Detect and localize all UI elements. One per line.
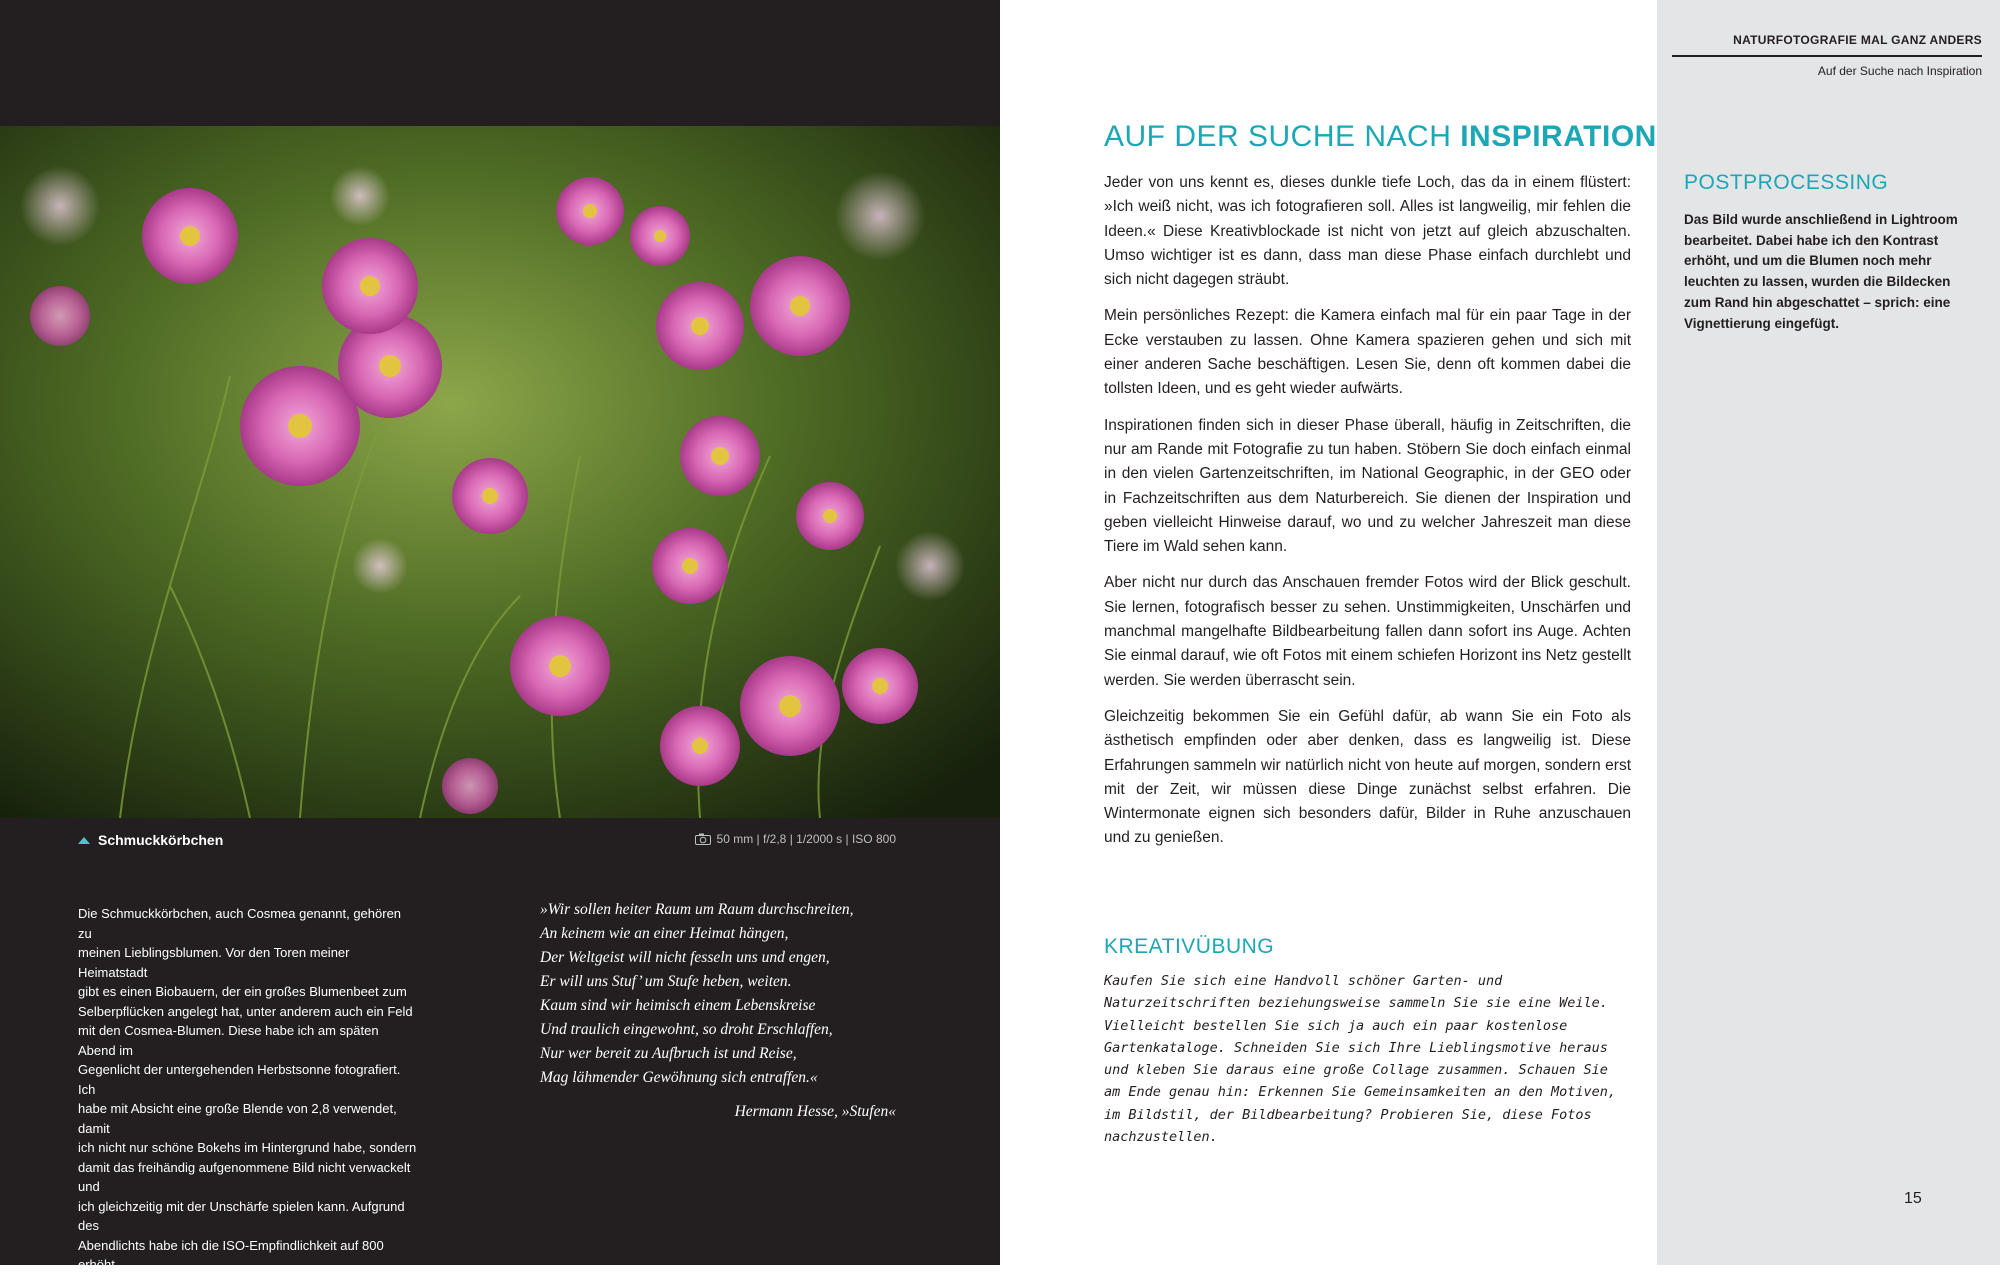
page-title-bold: INSPIRATION	[1460, 120, 1657, 153]
description-line: damit das freihändig aufgenommene Bild nicht verwackelt und	[78, 1159, 411, 1194]
poem-line: Er will uns Stuf’ um Stufe heben, weiten.	[540, 973, 792, 990]
camera-icon	[695, 833, 711, 845]
exif-text: 50 mm | f/2,8 | 1/2000 s | ISO 800	[716, 832, 896, 846]
page-number: 15	[1904, 1190, 1922, 1207]
exercise-text: Kaufen Sie sich eine Handvoll schöner Garten- und Naturzeitschriften beziehungsweise sammeln Sie sie eine Weile. Vielleicht bestellen Sie sich ja auch ein paar kostenlose Gartenkataloge. Schneiden Sie sich Ihre Lieblingsmotive heraus und kleben Sie daraus eine große Collage zusammen. Schauen Sie am Ende genau hin: Erkennen Sie Gemeinsamkeiten an den Motiven, im Bildstil, der Bildbearbeitung? Probieren Sie, diese Fotos nachzustellen.	[1104, 973, 1617, 1146]
caption-title-text: Schmuckkörbchen	[98, 832, 224, 848]
running-head-title: NATURFOTOGRAFIE MAL GANZ ANDERS	[1733, 33, 1982, 47]
paragraph: Mein persönliches Rezept: die Kamera einfach mal für ein paar Tage in der Ecke verstauben zu lassen. Ohne Kamera spazieren gehen und sich mit einer anderen Sache beschäftigen. Lesen Sie, denn oft kommen dabei die tollsten Ideen, und es geht wieder aufwärts.	[1104, 307, 1631, 398]
right-page	[1000, 0, 1657, 1265]
poem-line: »Wir sollen heiter Raum um Raum durchschreiten,	[540, 901, 854, 918]
triangle-up-icon	[78, 837, 90, 844]
description-line: meinen Lieblingsblumen. Vor den Toren meiner Heimatstadt	[78, 945, 350, 980]
poem-line: Kaum sind wir heimisch einem Lebenskreise	[540, 997, 816, 1014]
description-line: ich gleichzeitig mit der Unschärfe spielen kann. Aufgrund des	[78, 1198, 405, 1233]
description-line: habe mit Absicht eine große Blende von 2,8 verwendet, damit	[78, 1101, 397, 1136]
poem-line: An keinem wie an einer Heimat hängen,	[540, 925, 789, 942]
description-line: mit den Cosmea-Blumen. Diese habe ich am späten Abend im	[78, 1023, 379, 1058]
paragraph: Aber nicht nur durch das Anschauen fremder Fotos wird der Blick geschult. Sie lernen, fotografisch besser zu sehen. Unstimmigkeiten, Unschärfen und manchmal mangelhafte Bildbearbeitung fallen dann sofort ins Auge. Achten Sie einmal darauf, wie oft Fotos mit einem schiefen Horizont ins Netz gestellt werden. Sie werden überrascht sein.	[1104, 574, 1631, 689]
poem-quote	[540, 898, 896, 1124]
exercise-title: KREATIVÜBUNG	[1104, 935, 1275, 958]
sidebar-text: Das Bild wurde anschließend in Lightroom bearbeitet. Dabei habe ich den Kontrast erhöht, und um die Blumen noch mehr leuchten zu lassen, wurden die Bildecken zum Rand hin abgeschattet – sprich: eine Vignettierung eingefügt.	[1684, 212, 1958, 331]
page-title	[1104, 120, 1657, 154]
sidebar	[1657, 0, 2000, 1265]
left-page	[0, 0, 1000, 1272]
description-line: Gegenlicht der untergehenden Herbstsonne fotografiert. Ich	[78, 1062, 401, 1097]
body-text	[1104, 171, 1631, 863]
paragraph: Inspirationen finden sich in dieser Phase überall, häufig in Zeitschriften, die nur am Rande mit Fotografie zu tun haben. Stöbern Sie doch einfach einmal in den vielen Gartenzeitschriften, im National Geographic, in der GEO oder in Fachzeitschriften aus dem Naturbereich. Sie dienen der Inspiration und geben vielleicht Hinweise darauf, wo und zu welcher Jahreszeit man diese Tiere im Wald sehen kann.	[1104, 416, 1631, 556]
flower-photo	[0, 126, 1000, 818]
running-head-rule	[1672, 55, 1982, 57]
exif-info	[695, 832, 896, 846]
description-line: Selberpflücken angelegt hat, unter anderem auch ein Feld	[78, 1003, 413, 1019]
poem-line: Nur wer bereit zu Aufbruch ist und Reise,	[540, 1045, 797, 1062]
description-line: gibt es einen Biobauern, der ein großes Blumenbeet zum	[78, 984, 407, 999]
poem-line: Mag lähmender Gewöhnung sich entraffen.«	[540, 1069, 818, 1086]
caption-title	[78, 832, 223, 848]
description-line: ich nicht nur schöne Bokehs im Hintergrund habe, sondern	[78, 1140, 417, 1155]
description-line: Die Schmuckkörbchen, auch Cosmea genannt, gehören zu	[78, 906, 402, 941]
paragraph: Jeder von uns kennt es, dieses dunkle tiefe Loch, das da in einem flüstert: »Ich weiß nicht, was ich fotografieren soll. Alles ist langweilig, mir fehlen die Ideen.« Diese Kreativblockade ist nicht von jetzt auf gleich abzuschalten. Umso wichtiger ist es dann, dass man diese Phase einfach durchlebt und sich nicht dagegen sträubt.	[1104, 174, 1631, 289]
page-title-light: AUF DER SUCHE NACH	[1104, 120, 1461, 153]
poem-line: Und traulich eingewohnt, so droht Erschlaffen,	[540, 1021, 833, 1038]
description-line: Abendlichts habe ich die ISO-Empfindlichkeit auf 800 erhöht.	[78, 1237, 384, 1272]
poem-author: Hermann Hesse, »Stufen«	[734, 1103, 896, 1120]
photo-description	[78, 904, 418, 1275]
paragraph: Gleichzeitig bekommen Sie ein Gefühl dafür, ab wann Sie ein Foto als ästhetisch empfinden oder aber denken, dass es langweilig ist. Diese Erfahrungen sammeln wir natürlich nicht von heute auf morgen, sondern erst mit der Zeit, wir müssen diese Dinge zunächst selbst erfahren. Die Wintermonate eignen sich besonders dafür, Bilder in Ruhe anzuschauen und zu genießen.	[1104, 707, 1631, 847]
photo-caption	[78, 832, 896, 856]
flower-photo-image	[0, 126, 1000, 818]
sidebar-title: POSTPROCESSING	[1684, 171, 1889, 194]
running-head-subtitle: Auf der Suche nach Inspiration	[1817, 64, 1982, 78]
poem-line: Der Weltgeist will nicht fesseln uns und engen,	[540, 949, 830, 966]
